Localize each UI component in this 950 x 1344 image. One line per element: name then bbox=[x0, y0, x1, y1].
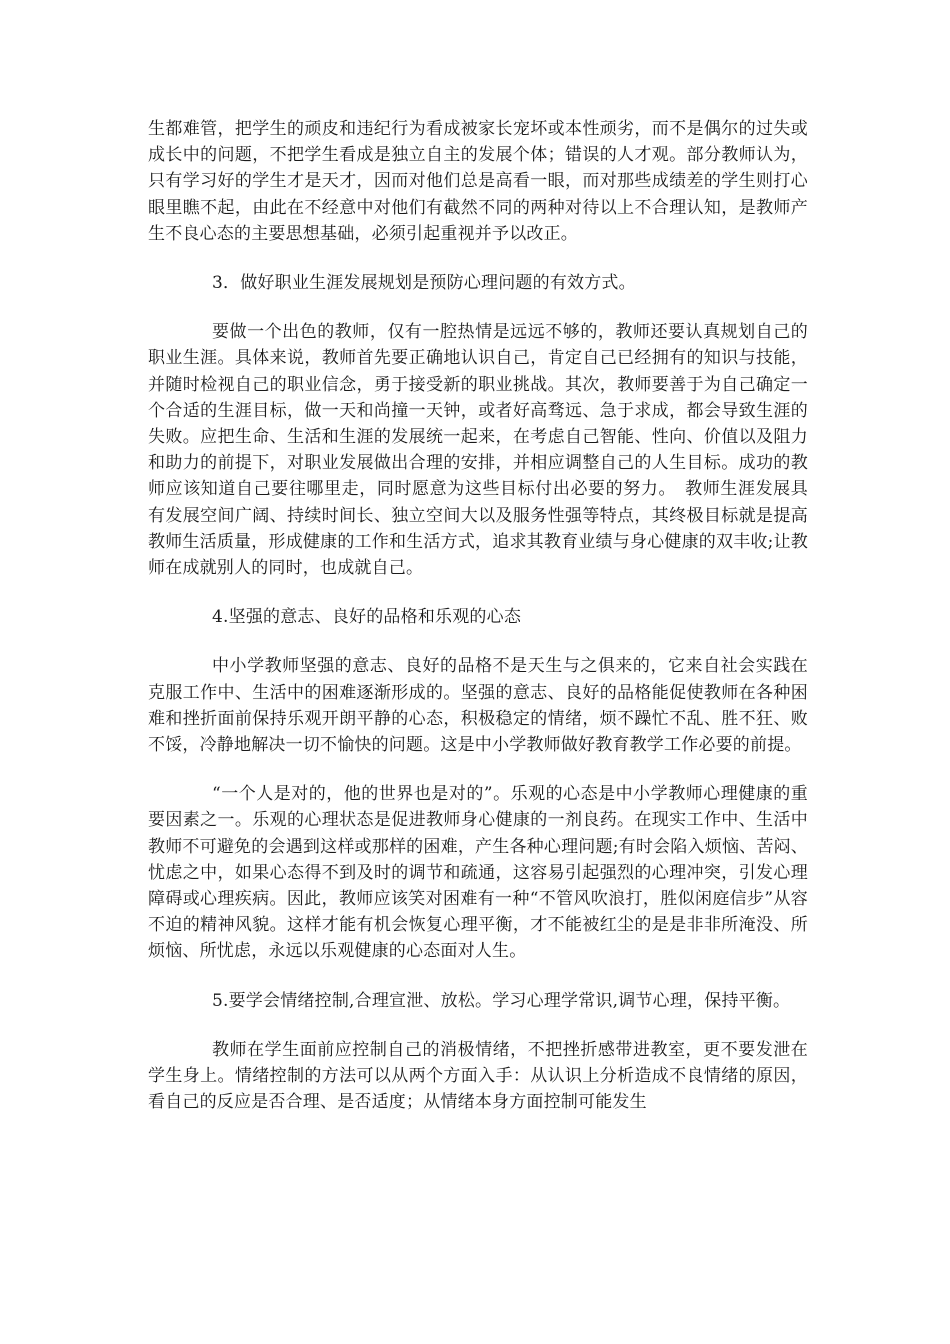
section-heading-4: 4.坚强的意志、良好的品格和乐观的心态 bbox=[212, 607, 522, 628]
document-page bbox=[148, 116, 808, 1139]
paragraph-emotion-control: 教师在学生面前应控制自己的消极情绪，不把挫折感带进教室，更不要发泄在学生身上。情绪控制的方法可以从两个方面入手：从认识上分析造成不良情绪的原因，看自己的反应是否合理、是否适度；从情绪本身方面控制可能发生 bbox=[148, 1039, 808, 1113]
paragraph-career-planning: 要做一个出色的教师，仅有一腔热情是远远不够的，教师还要认真规划自己的职业生涯。具体来说，教师首先要正确地认识自己，肯定自己已经拥有的知识与技能，并随时检视自己的职业信念，勇于接受新的职业挑战。其次，教师要善于为自己确定一个合适的生涯目标，做一天和尚撞一天钟，或者好高骛远、急于求成，都会导致生涯的失败。应把生命、生活和生涯的发展统一起来，在考虑自己智能、性向、价值以及阻力和助力的前提下，对职业发展做出合理的安排，并相应调整自己的人生目标。成功的教师应该知道自己要往哪里走，同时愿意为这些目标付出必要的努力。 教师生涯发展具有发展空间广阔、持续时间长、独立空间大以及服务性强等特点，其终极目标就是提高教师生活质量，形成健康的工作和生活方式，追求其教育业绩与身心健康的双丰收;让教师在成就别人的同时，也成就自己。 bbox=[148, 322, 808, 579]
section-heading-3: 3．做好职业生涯发展规划是预防心理问题的有效方式。 bbox=[212, 273, 636, 294]
paragraph-continuation: 生都难管，把学生的顽皮和违纪行为看成被家长宠坏或本性顽劣，而不是偶尔的过失或成长中的问题，不把学生看成是独立自主的发展个体；错误的人才观。部分教师认为，只有学习好的学生才是天才，因而对他们总是高看一眼，而对那些成绩差的学生则打心眼里瞧不起，由此在不经意中对他们有截然不同的两种对待以上不合理认知，是教师产生不良心态的主要思想基础，必须引起重视并予以改正。 bbox=[148, 119, 808, 244]
section-heading-5: 5.要学会情绪控制,合理宣泄、放松。学习心理学常识,调节心理，保持平衡。 bbox=[212, 990, 791, 1011]
paragraph-optimism: “一个人是对的，他的世界也是对的”。乐观的心态是中小学教师心理健康的重要因素之一。乐观的心理状态是促进教师身心健康的一剂良药。在现实工作中、生活中教师不可避免的会遇到这样或那样的困难，产生各种心理问题;有时会陷入烦恼、苦闷、忧虑之中，如果心态得不到及时的调节和疏通，这容易引起强烈的心理冲突，引发心理障碍或心理疾病。因此，教师应该笑对困难有一种“不管风吹浪打，胜似闲庭信步”从容不迫的精神风貌。这样才能有机会恢复心理平衡，才不能被红尘的是是非非所淹没、所烦恼、所忧虑，永远以乐观健康的心态面对人生。 bbox=[148, 784, 808, 962]
paragraph-will-character: 中小学教师坚强的意志、良好的品格不是天生与之俱来的，它来自社会实践在克服工作中、生活中的困难逐渐形成的。坚强的意志、良好的品格能促使教师在各种困难和挫折面前保持乐观开朗平静的心态，积极稳定的情绪，烦不躁忙不乱、胜不狂、败不馁，冷静地解决一切不愉快的问题。这是中小学教师做好教育教学工作必要的前提。 bbox=[148, 656, 808, 756]
